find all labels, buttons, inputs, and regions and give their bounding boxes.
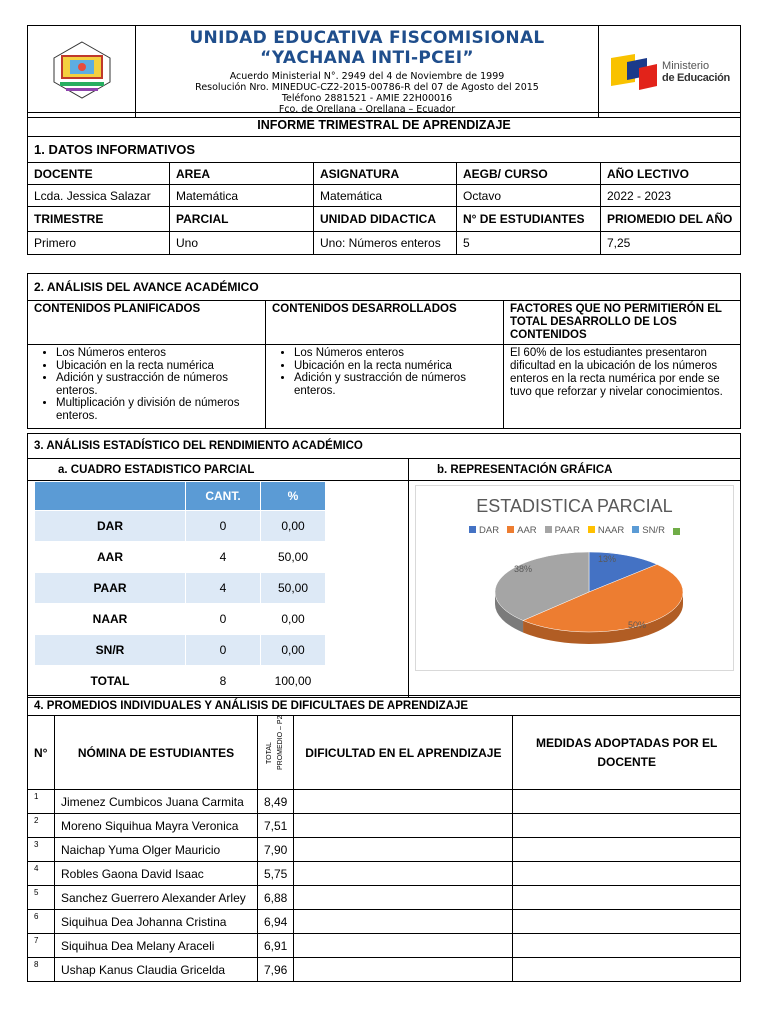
header-desarrollados: CONTENIDOS DESARROLLADOS xyxy=(266,301,504,345)
header-promedio-ano: PRIOMEDIO DEL AÑO xyxy=(601,207,741,232)
measures-cell xyxy=(513,862,741,886)
ministry-line1: Ministerio xyxy=(662,59,710,72)
header-unidad: UNIDAD DIDACTICA xyxy=(314,207,457,232)
difficulty-cell xyxy=(294,958,513,982)
difficulty-cell xyxy=(294,886,513,910)
table-row xyxy=(28,838,741,862)
measures-cell xyxy=(513,814,741,838)
table-row xyxy=(28,958,741,982)
value-parcial: Uno xyxy=(170,232,314,255)
student-average: 5,75 xyxy=(258,862,294,886)
value-ano-lectivo: 2022 - 2023 xyxy=(601,185,741,207)
report-title: INFORME TRIMESTRAL DE APRENDIZAJE xyxy=(28,113,741,137)
stat-table-cell xyxy=(28,481,409,698)
chart-cell xyxy=(409,481,741,698)
student-name: Naichap Yuma Olger Mauricio xyxy=(55,838,258,862)
student-name: Siquihua Dea Melany Araceli xyxy=(55,934,258,958)
stat-pct: 0,00 xyxy=(261,635,326,666)
value-unidad: Uno: Números enteros xyxy=(314,232,457,255)
developed-item: • Ubicación en la recta numérica xyxy=(294,360,499,373)
student-average: 7,96 xyxy=(258,958,294,982)
student-average: 7,90 xyxy=(258,838,294,862)
header-parcial: PARCIAL xyxy=(170,207,314,232)
planned-item: • Ubicación en la recta numérica xyxy=(56,360,261,373)
agreement-text: Acuerdo Ministerial N°. 2949 del 4 de Noviembre de 1999 xyxy=(229,71,505,82)
row-number: 8 xyxy=(28,958,55,982)
header-area: AREA xyxy=(170,163,314,185)
student-name: Sanchez Guerrero Alexander Arley xyxy=(55,886,258,910)
developed-list xyxy=(270,347,499,397)
estadistico-table xyxy=(27,433,741,698)
sub-a-title: a. CUADRO ESTADISTICO PARCIAL xyxy=(28,459,409,481)
row-number: 3 xyxy=(28,838,55,862)
planned-item: • Adición y sustracción de números enteros. xyxy=(56,372,261,397)
stat-table xyxy=(34,481,326,697)
legend-item-aar xyxy=(507,525,537,536)
header-table xyxy=(27,25,741,118)
student-name: Ushap Kanus Claudia Gricelda xyxy=(55,958,258,982)
school-logo-icon xyxy=(50,38,114,102)
developed-item: • Adición y sustracción de números enteros. xyxy=(294,372,499,397)
difficulty-cell xyxy=(294,790,513,814)
legend-item-dar xyxy=(469,525,499,536)
pie-label-paar: 38% xyxy=(513,564,533,574)
legend-swatch xyxy=(545,526,552,533)
table-row xyxy=(28,790,741,814)
student-name: Jimenez Cumbicos Juana Carmita xyxy=(55,790,258,814)
header-asignatura: ASIGNATURA xyxy=(314,163,457,185)
row-number: 4 xyxy=(28,862,55,886)
measures-cell xyxy=(513,934,741,958)
institution-subname: “YACHANA INTI-PCEI” xyxy=(260,48,474,68)
student-average: 6,94 xyxy=(258,910,294,934)
phone-text: Teléfono 2881521 - AMIE 22H00016 xyxy=(281,93,453,104)
row-number: 1 xyxy=(28,790,55,814)
col-difficulty-header: DIFICULTAD EN EL APRENDIZAJE xyxy=(294,716,513,790)
table-row xyxy=(28,862,741,886)
ministry-line2: de Educación xyxy=(662,71,730,84)
pie-label-dar: 13% xyxy=(597,554,617,564)
student-average: 6,88 xyxy=(258,886,294,910)
stat-count: 4 xyxy=(186,573,261,604)
student-name: Moreno Siquihua Mayra Veronica xyxy=(55,814,258,838)
stat-pct: 0,00 xyxy=(261,511,326,542)
difficulty-cell xyxy=(294,838,513,862)
value-area: Matemática xyxy=(170,185,314,207)
measures-cell xyxy=(513,838,741,862)
section3-title: 3. ANÁLISIS ESTADÍSTICO DEL RENDIMIENTO ACADÉMICO xyxy=(28,434,741,459)
chart-legend xyxy=(416,525,733,536)
stat-label: PAAR xyxy=(35,573,186,604)
stat-count: 8 xyxy=(186,666,261,697)
value-docente: Lcda. Jessica Salazar xyxy=(28,185,170,207)
value-trimestre: Primero xyxy=(28,232,170,255)
legend-label: PAAR xyxy=(554,525,580,536)
sub-b-title: b. REPRESENTACIÓN GRÁFICA xyxy=(409,459,741,481)
row-number: 7 xyxy=(28,934,55,958)
stat-count: 0 xyxy=(186,635,261,666)
value-asignatura: Matemática xyxy=(314,185,457,207)
header-factores: FACTORES QUE NO PERMITIERÓN EL TOTAL DESARROLLO DE LOS CONTENIDOS xyxy=(504,301,741,345)
row-number: 2 xyxy=(28,814,55,838)
table-row xyxy=(28,934,741,958)
legend-label: NAAR xyxy=(597,525,625,536)
factors-text: El 60% de los estudiantes presentaron dificultad en la ubicación de los números enteros en la recta numérica por ende se tuvo que reforzar y nivelar conocimientos. xyxy=(504,345,741,429)
measures-cell xyxy=(513,910,741,934)
institution-name: UNIDAD EDUCATIVA FISCOMISIONAL xyxy=(189,28,545,48)
table-row xyxy=(28,910,741,934)
header-ano-lectivo: AÑO LECTIVO xyxy=(601,163,741,185)
col-total-line1: TOTAL xyxy=(266,741,273,764)
ministry-flag-icon xyxy=(609,52,659,92)
stat-count: 0 xyxy=(186,604,261,635)
avance-academico-table xyxy=(27,273,741,429)
legend-label: AAR xyxy=(517,525,537,536)
value-curso: Octavo xyxy=(457,185,601,207)
stat-pct: 0,00 xyxy=(261,604,326,635)
table-row xyxy=(28,886,741,910)
stat-header-cant: CANT. xyxy=(186,482,261,511)
difficulty-cell xyxy=(294,814,513,838)
legend-swatch xyxy=(588,526,595,533)
header-num-estudiantes: N° DE ESTUDIANTES xyxy=(457,207,601,232)
legend-swatch xyxy=(673,528,680,535)
student-average: 6,91 xyxy=(258,934,294,958)
measures-cell xyxy=(513,886,741,910)
value-num-estudiantes: 5 xyxy=(457,232,601,255)
resolution-text: Resolución Nro. MINEDUC-CZ2-2015-00786-R del 07 de Agosto del 2015 xyxy=(195,82,539,93)
header-curso: AEGB/ CURSO xyxy=(457,163,601,185)
institution-info-cell xyxy=(136,26,599,118)
stat-pct: 50,00 xyxy=(261,542,326,573)
stat-label: TOTAL xyxy=(35,666,186,697)
stat-pct: 50,00 xyxy=(261,573,326,604)
legend-swatch xyxy=(507,526,514,533)
planned-item: • Los Números enteros xyxy=(56,347,261,360)
stat-label: DAR xyxy=(35,511,186,542)
stat-label: SN/R xyxy=(35,635,186,666)
difficulty-cell xyxy=(294,934,513,958)
planned-list xyxy=(32,347,261,422)
section2-title: 2. ANÁLISIS DEL AVANCE ACADÉMICO xyxy=(28,274,741,301)
row-number: 6 xyxy=(28,910,55,934)
legend-swatch xyxy=(632,526,639,533)
legend-label: DAR xyxy=(479,525,500,536)
pie-chart xyxy=(420,542,750,667)
developed-item: • Los Números enteros xyxy=(294,347,499,360)
measures-cell xyxy=(513,958,741,982)
location-text: Fco. de Orellana - Orellana – Ecuador xyxy=(278,104,456,115)
stat-label: AAR xyxy=(35,542,186,573)
ministry-logo-cell xyxy=(599,26,741,118)
col-measures-header: MEDIDAS ADOPTADAS POR EL DOCENTE xyxy=(513,716,741,790)
section1-title: 1. DATOS INFORMATIVOS xyxy=(28,137,741,163)
difficulty-cell xyxy=(294,862,513,886)
table-row xyxy=(28,814,741,838)
planned-list-cell xyxy=(28,345,266,429)
stat-count: 4 xyxy=(186,542,261,573)
row-number: 5 xyxy=(28,886,55,910)
legend-label: SN/R xyxy=(642,525,665,536)
chart-frame xyxy=(415,485,734,671)
stat-header-empty xyxy=(35,482,186,511)
header-trimestre: TRIMESTRE xyxy=(28,207,170,232)
student-average: 7,51 xyxy=(258,814,294,838)
section4-title: 4. PROMEDIOS INDIVIDUALES Y ANÁLISIS DE DIFICULTAES DE APRENDIZAJE xyxy=(28,696,741,716)
legend-item-paar xyxy=(545,525,580,536)
value-promedio-ano: 7,25 xyxy=(601,232,741,255)
header-planificados: CONTENIDOS PLANIFICADOS xyxy=(28,301,266,345)
difficulty-cell xyxy=(294,910,513,934)
planned-item: • Multiplicación y división de números enteros. xyxy=(56,397,261,422)
stat-count: 0 xyxy=(186,511,261,542)
pie-label-aar: 50% xyxy=(627,620,647,630)
promedios-table xyxy=(27,695,741,982)
col-no-header: N° xyxy=(28,716,55,790)
legend-swatch xyxy=(469,526,476,533)
col-total-header xyxy=(258,716,294,790)
stat-pct: 100,00 xyxy=(261,666,326,697)
stat-label: NAAR xyxy=(35,604,186,635)
student-average: 8,49 xyxy=(258,790,294,814)
measures-cell xyxy=(513,790,741,814)
datos-informativos-table xyxy=(27,112,741,255)
student-name: Siquihua Dea Johanna Cristina xyxy=(55,910,258,934)
col-names-header: NÓMINA DE ESTUDIANTES xyxy=(55,716,258,790)
school-logo-cell xyxy=(28,26,136,118)
stat-header-pct: % xyxy=(261,482,326,511)
legend-item-snr xyxy=(632,525,665,536)
developed-list-cell xyxy=(266,345,504,429)
legend-item-naar xyxy=(588,525,624,536)
student-name: Robles Gaona David Isaac xyxy=(55,862,258,886)
header-docente: DOCENTE xyxy=(28,163,170,185)
chart-title: ESTADISTICA PARCIAL xyxy=(476,496,673,516)
col-total-line2: PROMEDIO – P2 xyxy=(277,715,284,770)
